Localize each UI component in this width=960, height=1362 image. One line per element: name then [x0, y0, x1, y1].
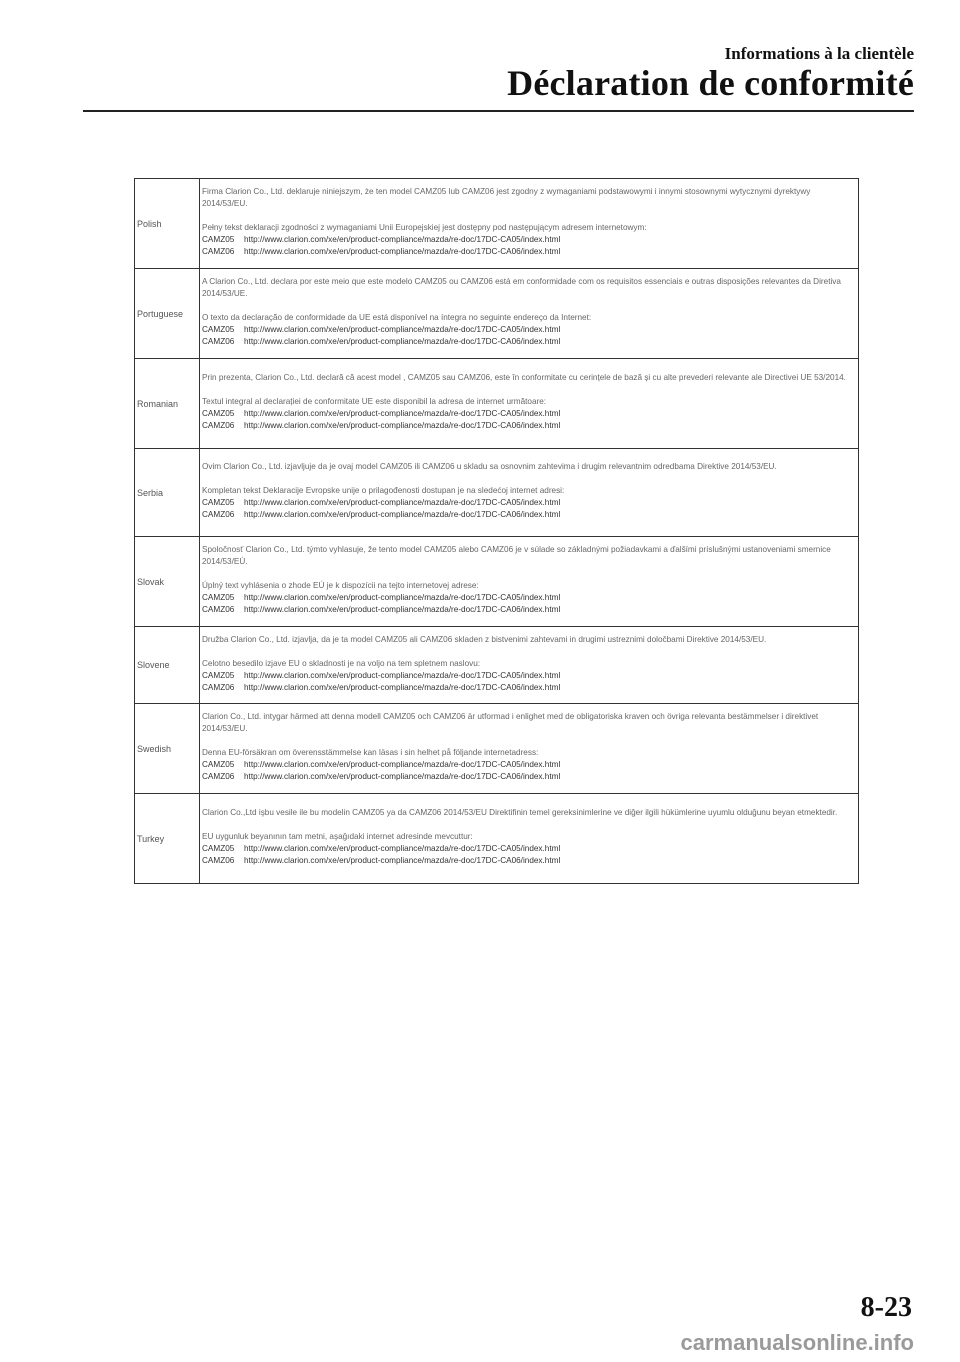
- paragraph-gap: [202, 735, 856, 747]
- declaration-content: [200, 704, 859, 794]
- language-label: Portuguese: [135, 269, 200, 359]
- model-code: CAMZ06: [202, 421, 235, 430]
- compliance-link-line: [202, 670, 856, 682]
- declaration-content: [200, 537, 859, 627]
- compliance-url[interactable]: http://www.clarion.com/xe/en/product-compliance/mazda/re-doc/17DC-CA05/index.html: [244, 235, 561, 244]
- compliance-link-line: [202, 497, 856, 509]
- compliance-url[interactable]: http://www.clarion.com/xe/en/product-compliance/mazda/re-doc/17DC-CA06/index.html: [244, 682, 561, 692]
- language-label: Swedish: [135, 704, 200, 794]
- compliance-link-line: [202, 324, 856, 336]
- declaration-availability: Celotno besedilo izjave EU o skladnosti je na voljo na tem spletnem naslovu:: [202, 658, 481, 668]
- compliance-url[interactable]: http://www.clarion.com/xe/en/product-compliance/mazda/re-doc/17DC-CA05/index.html: [244, 498, 561, 507]
- declaration-availability: O texto da declaração de conformidade da UE está disponível na íntegra no seguinte endereço da Internet:: [202, 313, 592, 322]
- compliance-link-line: [202, 771, 856, 783]
- page-title: Déclaration de conformité: [507, 63, 914, 103]
- declaration-statement: Prin prezenta, Clarion Co., Ltd. declară că acest model , CAMZ05 sau CAMZ06, este în conformitate cu cerințele de bază și cu alte prevederi relevante ale Directivei UE 53/2014.: [202, 373, 846, 382]
- compliance-link-line: [202, 759, 856, 771]
- compliance-url[interactable]: http://www.clarion.com/xe/en/product-compliance/mazda/re-doc/17DC-CA06/index.html: [244, 510, 561, 519]
- declaration-table: [134, 178, 859, 884]
- model-code: CAMZ05: [202, 760, 235, 769]
- watermark: carmanualsonline.info: [680, 1330, 914, 1355]
- page-number: 8-23: [860, 1292, 912, 1323]
- compliance-link-line: [202, 604, 856, 616]
- section-title: Informations à la clientèle: [724, 44, 914, 63]
- compliance-url[interactable]: http://www.clarion.com/xe/en/product-compliance/mazda/re-doc/17DC-CA06/index.html: [244, 772, 561, 781]
- declaration-content: [200, 449, 859, 537]
- model-code: CAMZ06: [202, 772, 235, 781]
- declaration-availability: EU uygunluk beyanının tam metni, aşağıdaki internet adresinde mevcuttur:: [202, 832, 473, 841]
- compliance-link-line: [202, 855, 856, 867]
- declaration-content: [200, 269, 859, 359]
- paragraph-gap: [202, 819, 856, 831]
- paragraph-gap: [202, 473, 856, 485]
- declaration-content: [200, 179, 859, 269]
- declaration-availability: Kompletan tekst Deklaracije Evropske unije o prilagođenosti dostupan je na sledećoj internet adresi:: [202, 486, 565, 495]
- paragraph-gap: [202, 568, 856, 580]
- model-code: CAMZ06: [202, 510, 235, 519]
- compliance-link-line: [202, 682, 856, 694]
- model-code: CAMZ05: [202, 670, 235, 680]
- declaration-row: [135, 449, 859, 537]
- language-label: Serbia: [135, 449, 200, 537]
- compliance-url[interactable]: http://www.clarion.com/xe/en/product-compliance/mazda/re-doc/17DC-CA06/index.html: [244, 421, 561, 430]
- model-code: CAMZ06: [202, 856, 235, 865]
- language-label: Turkey: [135, 794, 200, 884]
- declaration-statement: A Clarion Co., Ltd. declara por este meio que este modelo CAMZ05 ou CAMZ06 está em conformidade com os requisitos essenciais e outras disposições relevantes da Diretiva 2014/53/UE.: [202, 277, 841, 298]
- compliance-url[interactable]: http://www.clarion.com/xe/en/product-compliance/mazda/re-doc/17DC-CA06/index.html: [244, 247, 561, 256]
- compliance-url[interactable]: http://www.clarion.com/xe/en/product-compliance/mazda/re-doc/17DC-CA05/index.html: [244, 670, 561, 680]
- model-code: CAMZ06: [202, 337, 235, 346]
- language-label: Slovene: [135, 627, 200, 704]
- paragraph-gap: [202, 210, 856, 222]
- model-code: CAMZ06: [202, 682, 235, 692]
- declaration-availability: Textul integral al declarației de conformitate UE este disponibil la adresa de internet următoare:: [202, 397, 547, 406]
- compliance-url[interactable]: http://www.clarion.com/xe/en/product-compliance/mazda/re-doc/17DC-CA05/index.html: [244, 760, 561, 769]
- compliance-url[interactable]: http://www.clarion.com/xe/en/product-compliance/mazda/re-doc/17DC-CA06/index.html: [244, 605, 561, 614]
- model-code: CAMZ05: [202, 593, 235, 602]
- model-code: CAMZ05: [202, 325, 235, 334]
- compliance-url[interactable]: http://www.clarion.com/xe/en/product-compliance/mazda/re-doc/17DC-CA05/index.html: [244, 325, 561, 334]
- model-code: CAMZ06: [202, 605, 235, 614]
- declaration-statement: Spoločnosť Clarion Co., Ltd. týmto vyhlasuje, že tento model CAMZ05 alebo CAMZ06 je v súlade so základnými požiadavkami a ďalšími príslušnými ustanoveniami smernice 2014/53/EÚ.: [202, 545, 831, 566]
- language-label: Slovak: [135, 537, 200, 627]
- compliance-link-line: [202, 336, 856, 348]
- model-code: CAMZ05: [202, 844, 235, 853]
- declaration-availability: Úplný text vyhlásenia o zhode EÚ je k dispozícii na tejto internetovej adrese:: [202, 581, 479, 590]
- compliance-url[interactable]: http://www.clarion.com/xe/en/product-compliance/mazda/re-doc/17DC-CA05/index.html: [244, 593, 561, 602]
- compliance-link-line: [202, 408, 856, 420]
- paragraph-gap: [202, 384, 856, 396]
- compliance-link-line: [202, 509, 856, 521]
- compliance-url[interactable]: http://www.clarion.com/xe/en/product-compliance/mazda/re-doc/17DC-CA05/index.html: [244, 844, 561, 853]
- model-code: CAMZ06: [202, 247, 235, 256]
- compliance-url[interactable]: http://www.clarion.com/xe/en/product-compliance/mazda/re-doc/17DC-CA05/index.html: [244, 409, 561, 418]
- compliance-link-line: [202, 843, 856, 855]
- compliance-link-line: [202, 592, 856, 604]
- declaration-content: [200, 627, 859, 704]
- compliance-url[interactable]: http://www.clarion.com/xe/en/product-compliance/mazda/re-doc/17DC-CA06/index.html: [244, 856, 561, 865]
- declaration-statement: Družba Clarion Co., Ltd. izjavlja, da je ta model CAMZ05 ali CAMZ06 skladen z bistvenimi zahtevami in drugimi ustreznimi določbami Direktive 2014/53/EU.: [202, 634, 767, 644]
- compliance-link-line: [202, 246, 856, 258]
- declaration-statement: Clarion Co., Ltd. intygar härmed att denna modell CAMZ05 och CAMZ06 är utformad i enlighet med de obligatoriska kraven och övriga relevanta bestämmelser i direktivet 2014/53/EU.: [202, 712, 819, 733]
- declaration-row: [135, 794, 859, 884]
- declaration-availability: Denna EU-försäkran om överensstämmelse kan läsas i sin helhet på följande internetadress:: [202, 748, 539, 757]
- model-code: CAMZ05: [202, 235, 235, 244]
- paragraph-gap: [202, 646, 856, 658]
- model-code: CAMZ05: [202, 498, 235, 507]
- declaration-availability: Pełny tekst deklaracji zgodności z wymaganiami Unii Europejskiej jest dostępny pod następującym adresem internetowym:: [202, 223, 647, 232]
- declaration-row: [135, 179, 859, 269]
- compliance-link-line: [202, 234, 856, 246]
- paragraph-gap: [202, 300, 856, 312]
- compliance-url[interactable]: http://www.clarion.com/xe/en/product-compliance/mazda/re-doc/17DC-CA06/index.html: [244, 337, 561, 346]
- declaration-row: [135, 269, 859, 359]
- declaration-content: [200, 359, 859, 449]
- declaration-row: [135, 704, 859, 794]
- declaration-statement: Firma Clarion Co., Ltd. deklaruje niniejszym, że ten model CAMZ05 lub CAMZ06 jest zgodny z wymaganiami podstawowymi i innymi stosownymi wytycznymi dyrektywy 2014/53/EU.: [202, 187, 811, 208]
- declaration-row: [135, 359, 859, 449]
- language-label: Romanian: [135, 359, 200, 449]
- declaration-content: [200, 794, 859, 884]
- declaration-row: [135, 537, 859, 627]
- declaration-row: [135, 627, 859, 704]
- declaration-statement: Ovim Clarion Co., Ltd. izjavljuje da je ovaj model CAMZ05 ili CAMZ06 u skladu sa osnovnim zahtevima i drugim relevantnim odredbama Direktive 2014/53/EU.: [202, 462, 777, 471]
- compliance-link-line: [202, 420, 856, 432]
- model-code: CAMZ05: [202, 409, 235, 418]
- language-label: Polish: [135, 179, 200, 269]
- header-divider: [83, 110, 914, 112]
- declaration-statement: Clarion Co.,Ltd işbu vesile ile bu modelin CAMZ05 ya da CAMZ06 2014/53/EU Direktifinin temel gereksinimlerine ve diğer ilgili hükümlerine uyumlu olduğunu beyan etmektedir.: [202, 808, 838, 817]
